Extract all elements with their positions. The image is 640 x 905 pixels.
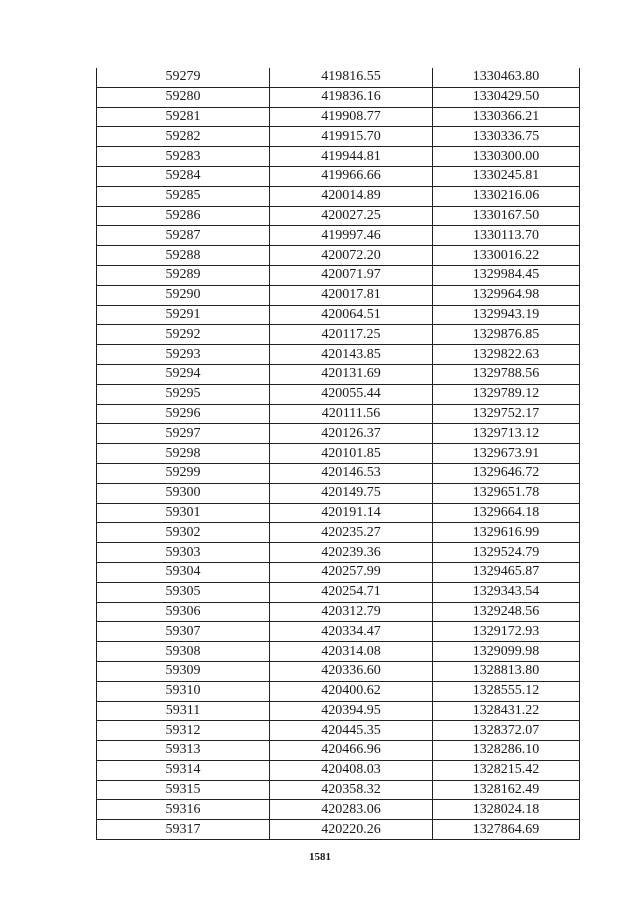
y-coordinate-cell: 1329465.87 xyxy=(433,562,580,582)
x-coordinate-cell: 420071.97 xyxy=(270,265,433,285)
table-row xyxy=(97,444,580,464)
y-coordinate-cell: 1330429.50 xyxy=(433,87,580,107)
y-coordinate-cell: 1328555.12 xyxy=(433,681,580,701)
point-number-cell: 59286 xyxy=(97,206,270,226)
x-coordinate-cell: 419915.70 xyxy=(270,127,433,147)
point-number-cell: 59306 xyxy=(97,602,270,622)
x-coordinate-cell: 420314.08 xyxy=(270,642,433,662)
y-coordinate-cell: 1329789.12 xyxy=(433,384,580,404)
y-coordinate-cell: 1330366.21 xyxy=(433,107,580,127)
y-coordinate-cell: 1329646.72 xyxy=(433,463,580,483)
point-number-cell: 59314 xyxy=(97,760,270,780)
y-coordinate-cell: 1329964.98 xyxy=(433,285,580,305)
x-coordinate-cell: 420408.03 xyxy=(270,760,433,780)
x-coordinate-cell: 420334.47 xyxy=(270,622,433,642)
y-coordinate-cell: 1329984.45 xyxy=(433,265,580,285)
point-number-cell: 59290 xyxy=(97,285,270,305)
table-row xyxy=(97,127,580,147)
point-number-cell: 59300 xyxy=(97,483,270,503)
point-number-cell: 59293 xyxy=(97,345,270,365)
table-row xyxy=(97,800,580,820)
x-coordinate-cell: 420072.20 xyxy=(270,246,433,266)
x-coordinate-cell: 419908.77 xyxy=(270,107,433,127)
y-coordinate-cell: 1330216.06 xyxy=(433,186,580,206)
y-coordinate-cell: 1330245.81 xyxy=(433,166,580,186)
table-row xyxy=(97,523,580,543)
y-coordinate-cell: 1327864.69 xyxy=(433,820,580,840)
table-row xyxy=(97,147,580,167)
table-row xyxy=(97,543,580,563)
point-number-cell: 59315 xyxy=(97,780,270,800)
y-coordinate-cell: 1328024.18 xyxy=(433,800,580,820)
x-coordinate-cell: 420191.14 xyxy=(270,503,433,523)
point-number-cell: 59291 xyxy=(97,305,270,325)
y-coordinate-cell: 1329876.85 xyxy=(433,325,580,345)
table-row xyxy=(97,642,580,662)
table-row xyxy=(97,325,580,345)
y-coordinate-cell: 1329248.56 xyxy=(433,602,580,622)
point-number-cell: 59292 xyxy=(97,325,270,345)
x-coordinate-cell: 420017.81 xyxy=(270,285,433,305)
y-coordinate-cell: 1329524.79 xyxy=(433,543,580,563)
table-row xyxy=(97,206,580,226)
x-coordinate-cell: 420143.85 xyxy=(270,345,433,365)
table-row xyxy=(97,760,580,780)
point-number-cell: 59299 xyxy=(97,463,270,483)
table-row xyxy=(97,265,580,285)
y-coordinate-cell: 1329343.54 xyxy=(433,582,580,602)
x-coordinate-cell: 420400.62 xyxy=(270,681,433,701)
y-coordinate-cell: 1329943.19 xyxy=(433,305,580,325)
x-coordinate-cell: 420358.32 xyxy=(270,780,433,800)
table-row xyxy=(97,107,580,127)
x-coordinate-cell: 420312.79 xyxy=(270,602,433,622)
table-row xyxy=(97,562,580,582)
point-number-cell: 59287 xyxy=(97,226,270,246)
x-coordinate-cell: 420101.85 xyxy=(270,444,433,464)
x-coordinate-cell: 420111.56 xyxy=(270,404,433,424)
x-coordinate-cell: 420220.26 xyxy=(270,820,433,840)
point-number-cell: 59302 xyxy=(97,523,270,543)
point-number-cell: 59317 xyxy=(97,820,270,840)
x-coordinate-cell: 420239.36 xyxy=(270,543,433,563)
point-number-cell: 59303 xyxy=(97,543,270,563)
x-coordinate-cell: 420336.60 xyxy=(270,661,433,681)
y-coordinate-cell: 1328162.49 xyxy=(433,780,580,800)
y-coordinate-cell: 1330300.00 xyxy=(433,147,580,167)
point-number-cell: 59307 xyxy=(97,622,270,642)
point-number-cell: 59308 xyxy=(97,642,270,662)
table-row xyxy=(97,226,580,246)
point-number-cell: 59316 xyxy=(97,800,270,820)
table-row xyxy=(97,285,580,305)
point-number-cell: 59297 xyxy=(97,424,270,444)
y-coordinate-cell: 1329664.18 xyxy=(433,503,580,523)
x-coordinate-cell: 420064.51 xyxy=(270,305,433,325)
point-number-cell: 59284 xyxy=(97,166,270,186)
point-number-cell: 59304 xyxy=(97,562,270,582)
x-coordinate-cell: 420149.75 xyxy=(270,483,433,503)
y-coordinate-cell: 1329673.91 xyxy=(433,444,580,464)
table-row xyxy=(97,582,580,602)
table-row xyxy=(97,345,580,365)
point-number-cell: 59305 xyxy=(97,582,270,602)
table-row xyxy=(97,701,580,721)
table-row xyxy=(97,246,580,266)
y-coordinate-cell: 1328215.42 xyxy=(433,760,580,780)
x-coordinate-cell: 419997.46 xyxy=(270,226,433,246)
point-number-cell: 59310 xyxy=(97,681,270,701)
y-coordinate-cell: 1330016.22 xyxy=(433,246,580,266)
y-coordinate-cell: 1329713.12 xyxy=(433,424,580,444)
table-row xyxy=(97,780,580,800)
table-row xyxy=(97,404,580,424)
point-number-cell: 59301 xyxy=(97,503,270,523)
point-number-cell: 59309 xyxy=(97,661,270,681)
y-coordinate-cell: 1329651.78 xyxy=(433,483,580,503)
point-number-cell: 59294 xyxy=(97,364,270,384)
point-number-cell: 59313 xyxy=(97,741,270,761)
table-row xyxy=(97,721,580,741)
x-coordinate-cell: 420117.25 xyxy=(270,325,433,345)
point-number-cell: 59296 xyxy=(97,404,270,424)
x-coordinate-cell: 419944.81 xyxy=(270,147,433,167)
table-row xyxy=(97,166,580,186)
x-coordinate-cell: 420027.25 xyxy=(270,206,433,226)
y-coordinate-cell: 1328813.80 xyxy=(433,661,580,681)
x-coordinate-cell: 419836.16 xyxy=(270,87,433,107)
table-row xyxy=(97,364,580,384)
x-coordinate-cell: 420466.96 xyxy=(270,741,433,761)
y-coordinate-cell: 1328431.22 xyxy=(433,701,580,721)
table-row xyxy=(97,661,580,681)
point-number-cell: 59288 xyxy=(97,246,270,266)
x-coordinate-cell: 419966.66 xyxy=(270,166,433,186)
y-coordinate-cell: 1329099.98 xyxy=(433,642,580,662)
y-coordinate-cell: 1330113.70 xyxy=(433,226,580,246)
y-coordinate-cell: 1330463.80 xyxy=(433,68,580,87)
point-number-cell: 59282 xyxy=(97,127,270,147)
table-row xyxy=(97,681,580,701)
table-row xyxy=(97,68,580,87)
point-number-cell: 59285 xyxy=(97,186,270,206)
point-number-cell: 59312 xyxy=(97,721,270,741)
coordinates-table xyxy=(96,68,580,840)
table-row xyxy=(97,483,580,503)
table-row xyxy=(97,305,580,325)
table-row xyxy=(97,384,580,404)
y-coordinate-cell: 1328372.07 xyxy=(433,721,580,741)
table-row xyxy=(97,186,580,206)
x-coordinate-cell: 420254.71 xyxy=(270,582,433,602)
table-row xyxy=(97,503,580,523)
x-coordinate-cell: 420283.06 xyxy=(270,800,433,820)
coordinates-table-body xyxy=(97,68,580,840)
x-coordinate-cell: 420014.89 xyxy=(270,186,433,206)
point-number-cell: 59281 xyxy=(97,107,270,127)
x-coordinate-cell: 420394.95 xyxy=(270,701,433,721)
table-row xyxy=(97,602,580,622)
point-number-cell: 59311 xyxy=(97,701,270,721)
x-coordinate-cell: 420131.69 xyxy=(270,364,433,384)
table-row xyxy=(97,820,580,840)
x-coordinate-cell: 420257.99 xyxy=(270,562,433,582)
point-number-cell: 59280 xyxy=(97,87,270,107)
y-coordinate-cell: 1329822.63 xyxy=(433,345,580,365)
point-number-cell: 59295 xyxy=(97,384,270,404)
table-row xyxy=(97,463,580,483)
table-row xyxy=(97,741,580,761)
y-coordinate-cell: 1329616.99 xyxy=(433,523,580,543)
x-coordinate-cell: 420126.37 xyxy=(270,424,433,444)
point-number-cell: 59283 xyxy=(97,147,270,167)
point-number-cell: 59289 xyxy=(97,265,270,285)
x-coordinate-cell: 420235.27 xyxy=(270,523,433,543)
y-coordinate-cell: 1328286.10 xyxy=(433,741,580,761)
table-row xyxy=(97,622,580,642)
x-coordinate-cell: 420445.35 xyxy=(270,721,433,741)
page-number: 1581 xyxy=(309,851,331,863)
y-coordinate-cell: 1329172.93 xyxy=(433,622,580,642)
x-coordinate-cell: 420055.44 xyxy=(270,384,433,404)
y-coordinate-cell: 1329752.17 xyxy=(433,404,580,424)
x-coordinate-cell: 420146.53 xyxy=(270,463,433,483)
y-coordinate-cell: 1330167.50 xyxy=(433,206,580,226)
table-row xyxy=(97,87,580,107)
y-coordinate-cell: 1329788.56 xyxy=(433,364,580,384)
table-row xyxy=(97,424,580,444)
y-coordinate-cell: 1330336.75 xyxy=(433,127,580,147)
x-coordinate-cell: 419816.55 xyxy=(270,68,433,87)
point-number-cell: 59279 xyxy=(97,68,270,87)
point-number-cell: 59298 xyxy=(97,444,270,464)
